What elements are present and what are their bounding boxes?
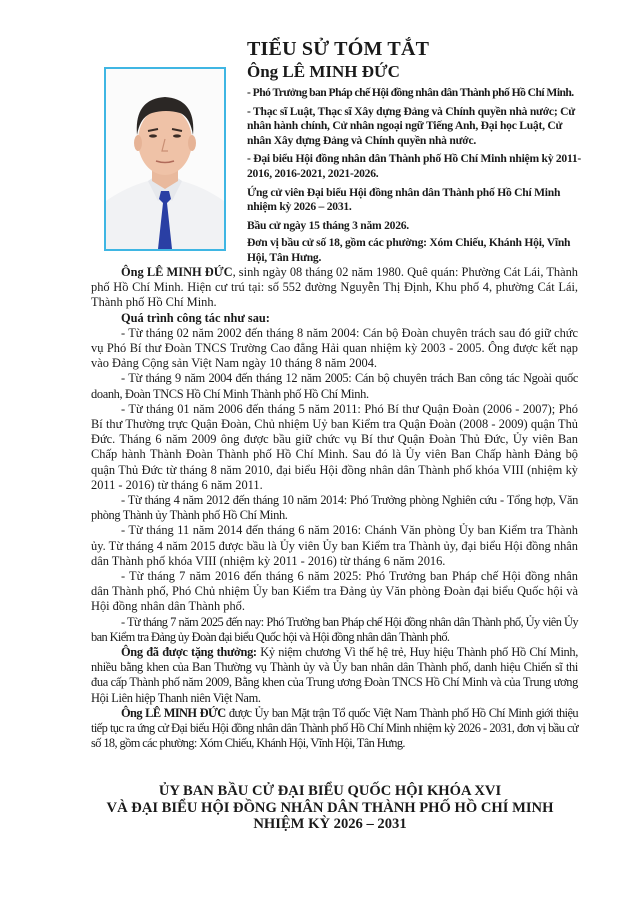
bio-intro-text: , sinh ngày 08 tháng 02 năm 1980. Quê quán: Phường Cát Lái, Thành phố Hồ Chí Minh. Hiện cư trú tại: số 552 đường Nguyễn Thị Định, Khu phố 4, phường Cát Lái, Thành phố Hồ Chí Minh.	[91, 265, 578, 310]
summary-education: - Thạc sĩ Luật, Thạc sĩ Xây dựng Đảng và Chính quyền nhà nước; Cử nhân hành chính, Cử nhân ngoại ngữ Tiếng Anh, Đại học Luật, Cử nhân Xây dựng Đảng và Chính quyền nhà nước.	[247, 104, 575, 147]
footer-line-2: VÀ ĐẠI BIỂU HỘI ĐỒNG NHÂN DÂN THÀNH PHỐ HỒ CHÍ MINH	[106, 799, 554, 816]
awards-paragraph	[91, 645, 578, 706]
candidate-name: Ông LÊ MINH ĐỨC	[247, 62, 400, 81]
career-item: - Từ tháng 02 năm 2002 đến tháng 8 năm 2004: Cán bộ Đoàn chuyên trách sau đó giữ chức vụ Phó Bí thư Đoàn TNCS Trường Cao đẳng Hải quan nhiệm kỳ 2003 - 2005. Ông được kết nạp vào Đảng Cộng sản Việt Nam ngày 10 tháng 8 năm 2004.	[91, 325, 578, 371]
nomination-paragraph	[91, 706, 578, 752]
footer-line-3: NHIỆM KỲ 2026 – 2031	[253, 816, 407, 833]
awards-heading: Ông đã được tặng thưởng:	[121, 645, 257, 660]
summary-council-terms: - Đại biểu Hội đồng nhân dân Thành phố Hồ Chí Minh nhiệm kỳ 2011-2016, 2016-2021, 2021-2026.	[247, 152, 582, 180]
portrait-photo-icon	[106, 69, 224, 249]
nomination-text: được Ủy ban Mặt trận Tổ quốc Việt Nam Thành phố Hồ Chí Minh giới thiệu tiếp tục ra ứng cử Đại biểu Hội đồng nhân dân Thành phố Hồ Chí Minh nhiệm kỳ 2026 - 2031, đơn vị bầu cử số 18, gồm các phường: Xóm Chiếu, Khánh Hội, Vĩnh Hội, Tân Hưng.	[91, 705, 578, 751]
career-item: - Từ tháng 7 năm 2025 đến nay: Phó Trưởng ban Pháp chế Hội đồng nhân dân Thành phố, Ủy viên Ủy ban Kiểm tra Đảng ủy Đoàn đại biểu Quốc hội và Hội đồng nhân dân Thành phố.	[91, 614, 578, 644]
career-item: - Từ tháng 01 năm 2006 đến tháng 5 năm 2011: Phó Bí thư Quận Đoàn (2006 - 2007); Phó Bí thư Thường trực Quận Đoàn, Chủ nhiệm Uỷ ban Kiểm tra Quận Đoàn (2008 - 2009) quận Thủ Đức. Tháng 6 năm 2009 ông được bầu giữ chức vụ Bí thư Quận Đoàn Thủ Đức, Ủy viên Ban Chấp hành Thành Đoàn Thành phố Hồ Chí Minh. Sau đó là Ủy viên Ban Chấp hành Đảng bộ quận Thủ Đức từ tháng 8 năm 2010, đại biểu Hội đồng nhân dân Thành phố khóa VIII (nhiệm kỳ 2011 - 2016) từ tháng 6 năm 2011.	[91, 401, 578, 492]
nomination-name: Ông LÊ MINH ĐỨC	[121, 705, 226, 720]
candidate-portrait-photo	[104, 67, 226, 251]
career-heading	[91, 311, 578, 326]
career-item: - Từ tháng 9 năm 2004 đến tháng 12 năm 2005: Cán bộ chuyên trách Ban công tác Ngoài quốc doanh, Đoàn TNCS Hồ Chí Minh Thành phố Hồ Chí Minh.	[91, 371, 578, 401]
footer-line-1: ỦY BAN BẦU CỬ ĐẠI BIỂU QUỐC HỘI KHÓA XVI	[158, 783, 502, 799]
biography-body	[91, 265, 578, 752]
document-title: TIỂU SỬ TÓM TẮT	[247, 38, 430, 60]
summary-position: - Phó Trưởng ban Pháp chế Hội đồng nhân dân Thành phố Hồ Chí Minh.	[247, 86, 574, 99]
bio-intro-name: Ông LÊ MINH ĐỨC	[121, 265, 233, 279]
summary-electoral-unit: Đơn vị bầu cử số 18, gồm các phường: Xóm Chiếu, Khánh Hội, Vĩnh Hội, Tân Hưng.	[247, 236, 571, 264]
bio-intro-paragraph	[91, 265, 578, 311]
career-item: - Từ tháng 11 năm 2014 đến tháng 6 năm 2016: Chánh Văn phòng Ủy ban Kiểm tra Thành ủy. Từ tháng 4 năm 2015 được bầu là Ủy viên Ủy ban Kiểm tra Thành ủy, đại biểu Hội đồng nhân dân Thành phố khóa VIII (nhiệm kỳ 2011 - 2016) từ tháng 6 năm 2016.	[91, 523, 578, 568]
awards-text: Kỷ niệm chương Vì thế hệ trẻ, Huy hiệu Thành phố Hồ Chí Minh, nhiều bằng khen của Ban Thường vụ Thành ủy và Ủy ban nhân dân Thành phố, danh hiệu Chiến sĩ thi đua cấp Thành phố năm 2009, Bằng khen của Trung ương Đoàn TNCS Hồ Chí Minh và của Trung ương Hội Liên hiệp Thanh niên Việt Nam.	[91, 645, 578, 705]
career-item: - Từ tháng 4 năm 2012 đến tháng 10 năm 2014: Phó Trưởng phòng Nghiên cứu - Tổng hợp, Văn phòng Thành ủy Thành phố Hồ Chí Minh.	[91, 493, 578, 523]
summary-candidacy: Ứng cử viên Đại biểu Hội đồng nhân dân Thành phố Hồ Chí Minh nhiệm kỳ 2026 – 2031.	[247, 185, 561, 214]
election-committee-footer	[60, 783, 600, 833]
career-heading-text: Quá trình công tác như sau:	[121, 310, 270, 325]
career-item: - Từ tháng 7 năm 2016 đến tháng 6 năm 2025: Phó Trưởng ban Pháp chế Hội đồng nhân dân Thành phố, Phó Chủ nhiệm Ủy ban Kiểm tra Đảng ủy Văn phòng Đoàn đại biểu Quốc hội và Hội đồng nhân dân Thành phố.	[91, 569, 578, 614]
summary-election-date: Bầu cử ngày 15 tháng 3 năm 2026.	[247, 218, 409, 232]
summary-header	[247, 38, 582, 270]
